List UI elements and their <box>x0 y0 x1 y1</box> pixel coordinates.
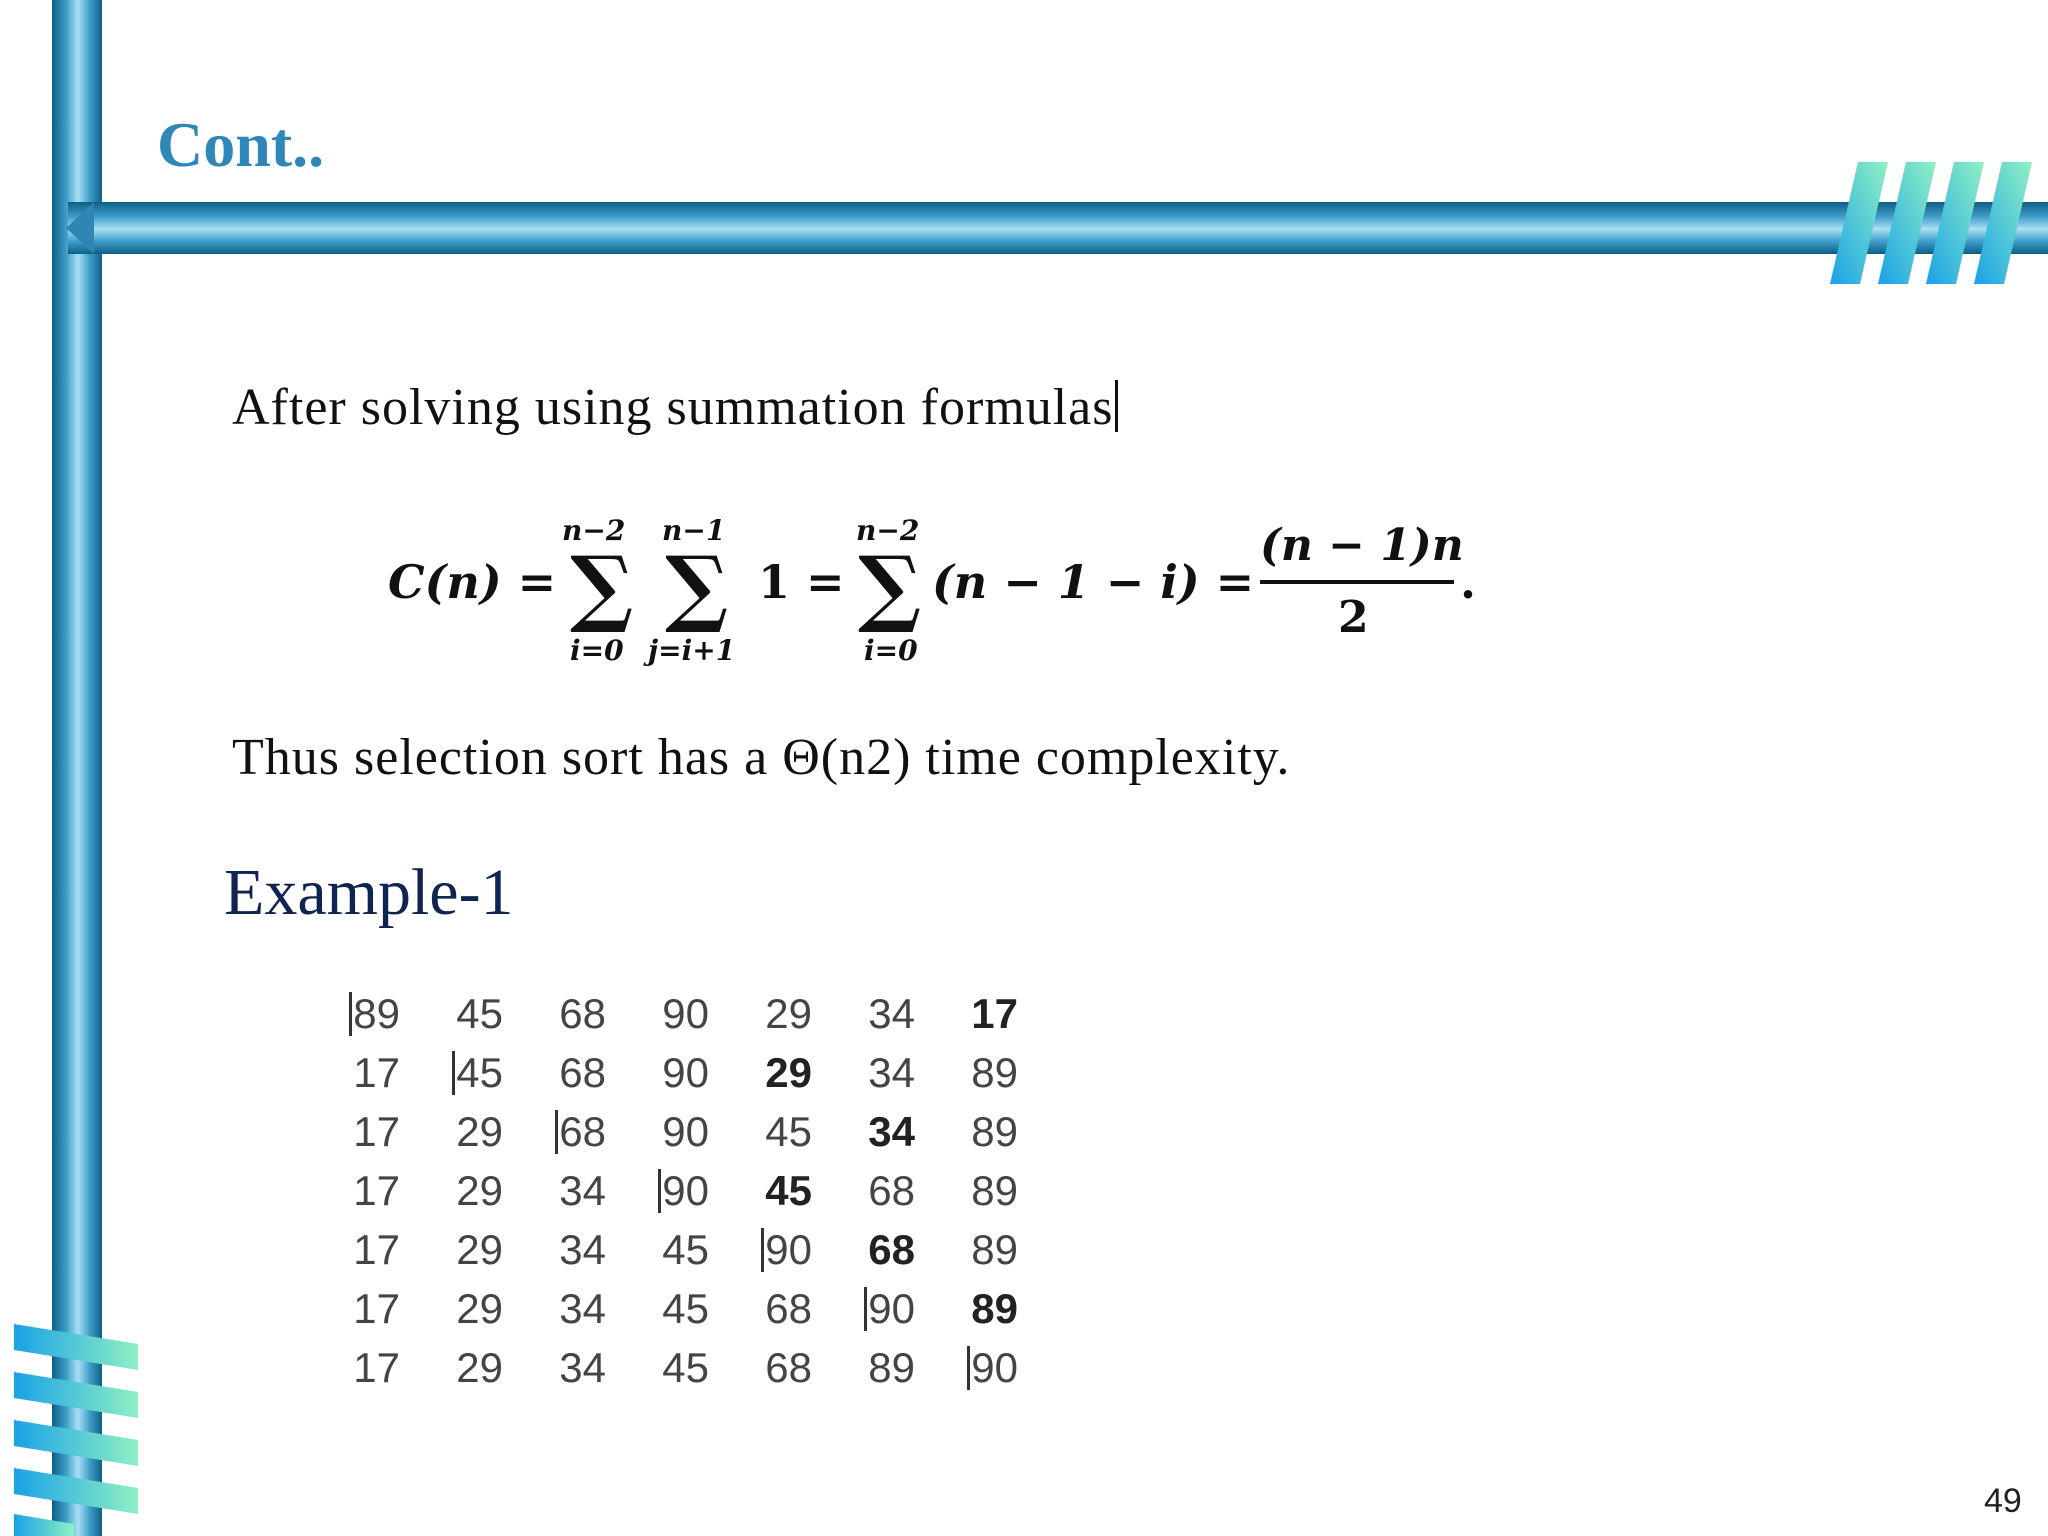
text-cursor <box>1115 380 1118 432</box>
sum1-lower: i=0 <box>570 634 624 667</box>
table-cell: 89 <box>971 1167 1018 1214</box>
table-cell: 89 <box>868 1344 915 1391</box>
frame-bar-tip <box>66 202 94 254</box>
table-cell: 34 <box>868 990 915 1037</box>
table-cell: 29 <box>456 1285 503 1332</box>
horizontal-frame-bar <box>68 202 2048 254</box>
fraction-denominator: 2 <box>1338 592 1369 643</box>
formula-middle: (n − 1 − i) = <box>932 555 1255 609</box>
table-cell: 45 <box>662 1285 709 1332</box>
table-cell: 45 <box>662 1344 709 1391</box>
sorted-partition-separator <box>452 1051 455 1095</box>
table-cell: 34 <box>559 1344 606 1391</box>
table-cell: 17 <box>353 1049 400 1096</box>
table-cell: 45 <box>765 1167 812 1214</box>
sum2-lower: j=i+1 <box>648 634 736 667</box>
table-cell: 17 <box>971 990 1018 1037</box>
table-cell: 17 <box>353 1285 400 1332</box>
conclusion-text: Thus selection sort has a Θ(n2) time complexity. <box>232 729 1291 786</box>
sigma-1: ∑ <box>570 537 634 636</box>
table-cell: 68 <box>559 990 606 1037</box>
formula-lhs: C(n) = <box>388 555 557 609</box>
table-cell: 89 <box>353 990 400 1037</box>
table-cell: 29 <box>456 1226 503 1273</box>
sum1-upper: n−2 <box>562 514 626 547</box>
sum3-lower: i=0 <box>864 634 918 667</box>
table-cell: 45 <box>662 1226 709 1273</box>
table-cell: 17 <box>353 1167 400 1214</box>
formula-one-eq: 1 = <box>758 555 845 609</box>
table-cell: 68 <box>868 1226 915 1273</box>
sum3-upper: n−2 <box>856 514 920 547</box>
table-cell: 45 <box>456 990 503 1037</box>
table-cell: 17 <box>353 1108 400 1155</box>
table-cell: 68 <box>765 1344 812 1391</box>
top-right-stripes-logo <box>1830 162 2048 284</box>
intro-text <box>232 378 1118 437</box>
table-cell: 89 <box>971 1049 1018 1096</box>
sum2-upper: n−1 <box>662 514 726 547</box>
fraction-numerator: (n − 1)n <box>1260 520 1464 571</box>
table-cell: 90 <box>662 1108 709 1155</box>
table-cell: 34 <box>559 1167 606 1214</box>
table-cell: 34 <box>559 1285 606 1332</box>
table-cell: 45 <box>765 1108 812 1155</box>
sigma-3: ∑ <box>858 537 922 636</box>
table-cell: 17 <box>353 1226 400 1273</box>
example-heading: Example-1 <box>224 856 514 929</box>
table-cell: 90 <box>971 1344 1018 1391</box>
table-cell: 68 <box>765 1285 812 1332</box>
sigma-2: ∑ <box>665 537 729 636</box>
sorted-partition-separator <box>761 1228 764 1272</box>
sorted-partition-separator <box>658 1169 661 1213</box>
bottom-left-stripes-logo <box>14 1318 138 1536</box>
table-cell: 29 <box>765 1049 812 1096</box>
table-cell: 90 <box>662 1167 709 1214</box>
sorted-partition-separator <box>349 992 352 1036</box>
sorted-partition-separator <box>967 1346 970 1390</box>
intro-text-label: After solving using summation formulas <box>232 379 1114 436</box>
table-cell: 90 <box>662 990 709 1037</box>
table-cell: 34 <box>559 1226 606 1273</box>
table-cell: 29 <box>456 1108 503 1155</box>
slide-title: Cont.. <box>157 109 325 180</box>
sorted-partition-separator <box>864 1287 867 1331</box>
summation-formula <box>380 510 1520 680</box>
table-cell: 68 <box>559 1108 606 1155</box>
table-cell: 17 <box>353 1344 400 1391</box>
table-cell: 29 <box>456 1167 503 1214</box>
table-cell: 45 <box>456 1049 503 1096</box>
table-cell: 89 <box>971 1285 1018 1332</box>
table-cell: 90 <box>662 1049 709 1096</box>
formula-end: . <box>1460 555 1477 609</box>
table-cell: 89 <box>971 1108 1018 1155</box>
table-cell: 68 <box>559 1049 606 1096</box>
table-cell: 29 <box>456 1344 503 1391</box>
sorted-partition-separator <box>555 1110 558 1154</box>
table-cell: 90 <box>765 1226 812 1273</box>
table-cell: 90 <box>868 1285 915 1332</box>
table-cell: 89 <box>971 1226 1018 1273</box>
table-cell: 34 <box>868 1108 915 1155</box>
table-cell: 34 <box>868 1049 915 1096</box>
table-cell: 29 <box>765 990 812 1037</box>
table-cell: 68 <box>868 1167 915 1214</box>
page-number: 49 <box>1984 1482 2022 1520</box>
